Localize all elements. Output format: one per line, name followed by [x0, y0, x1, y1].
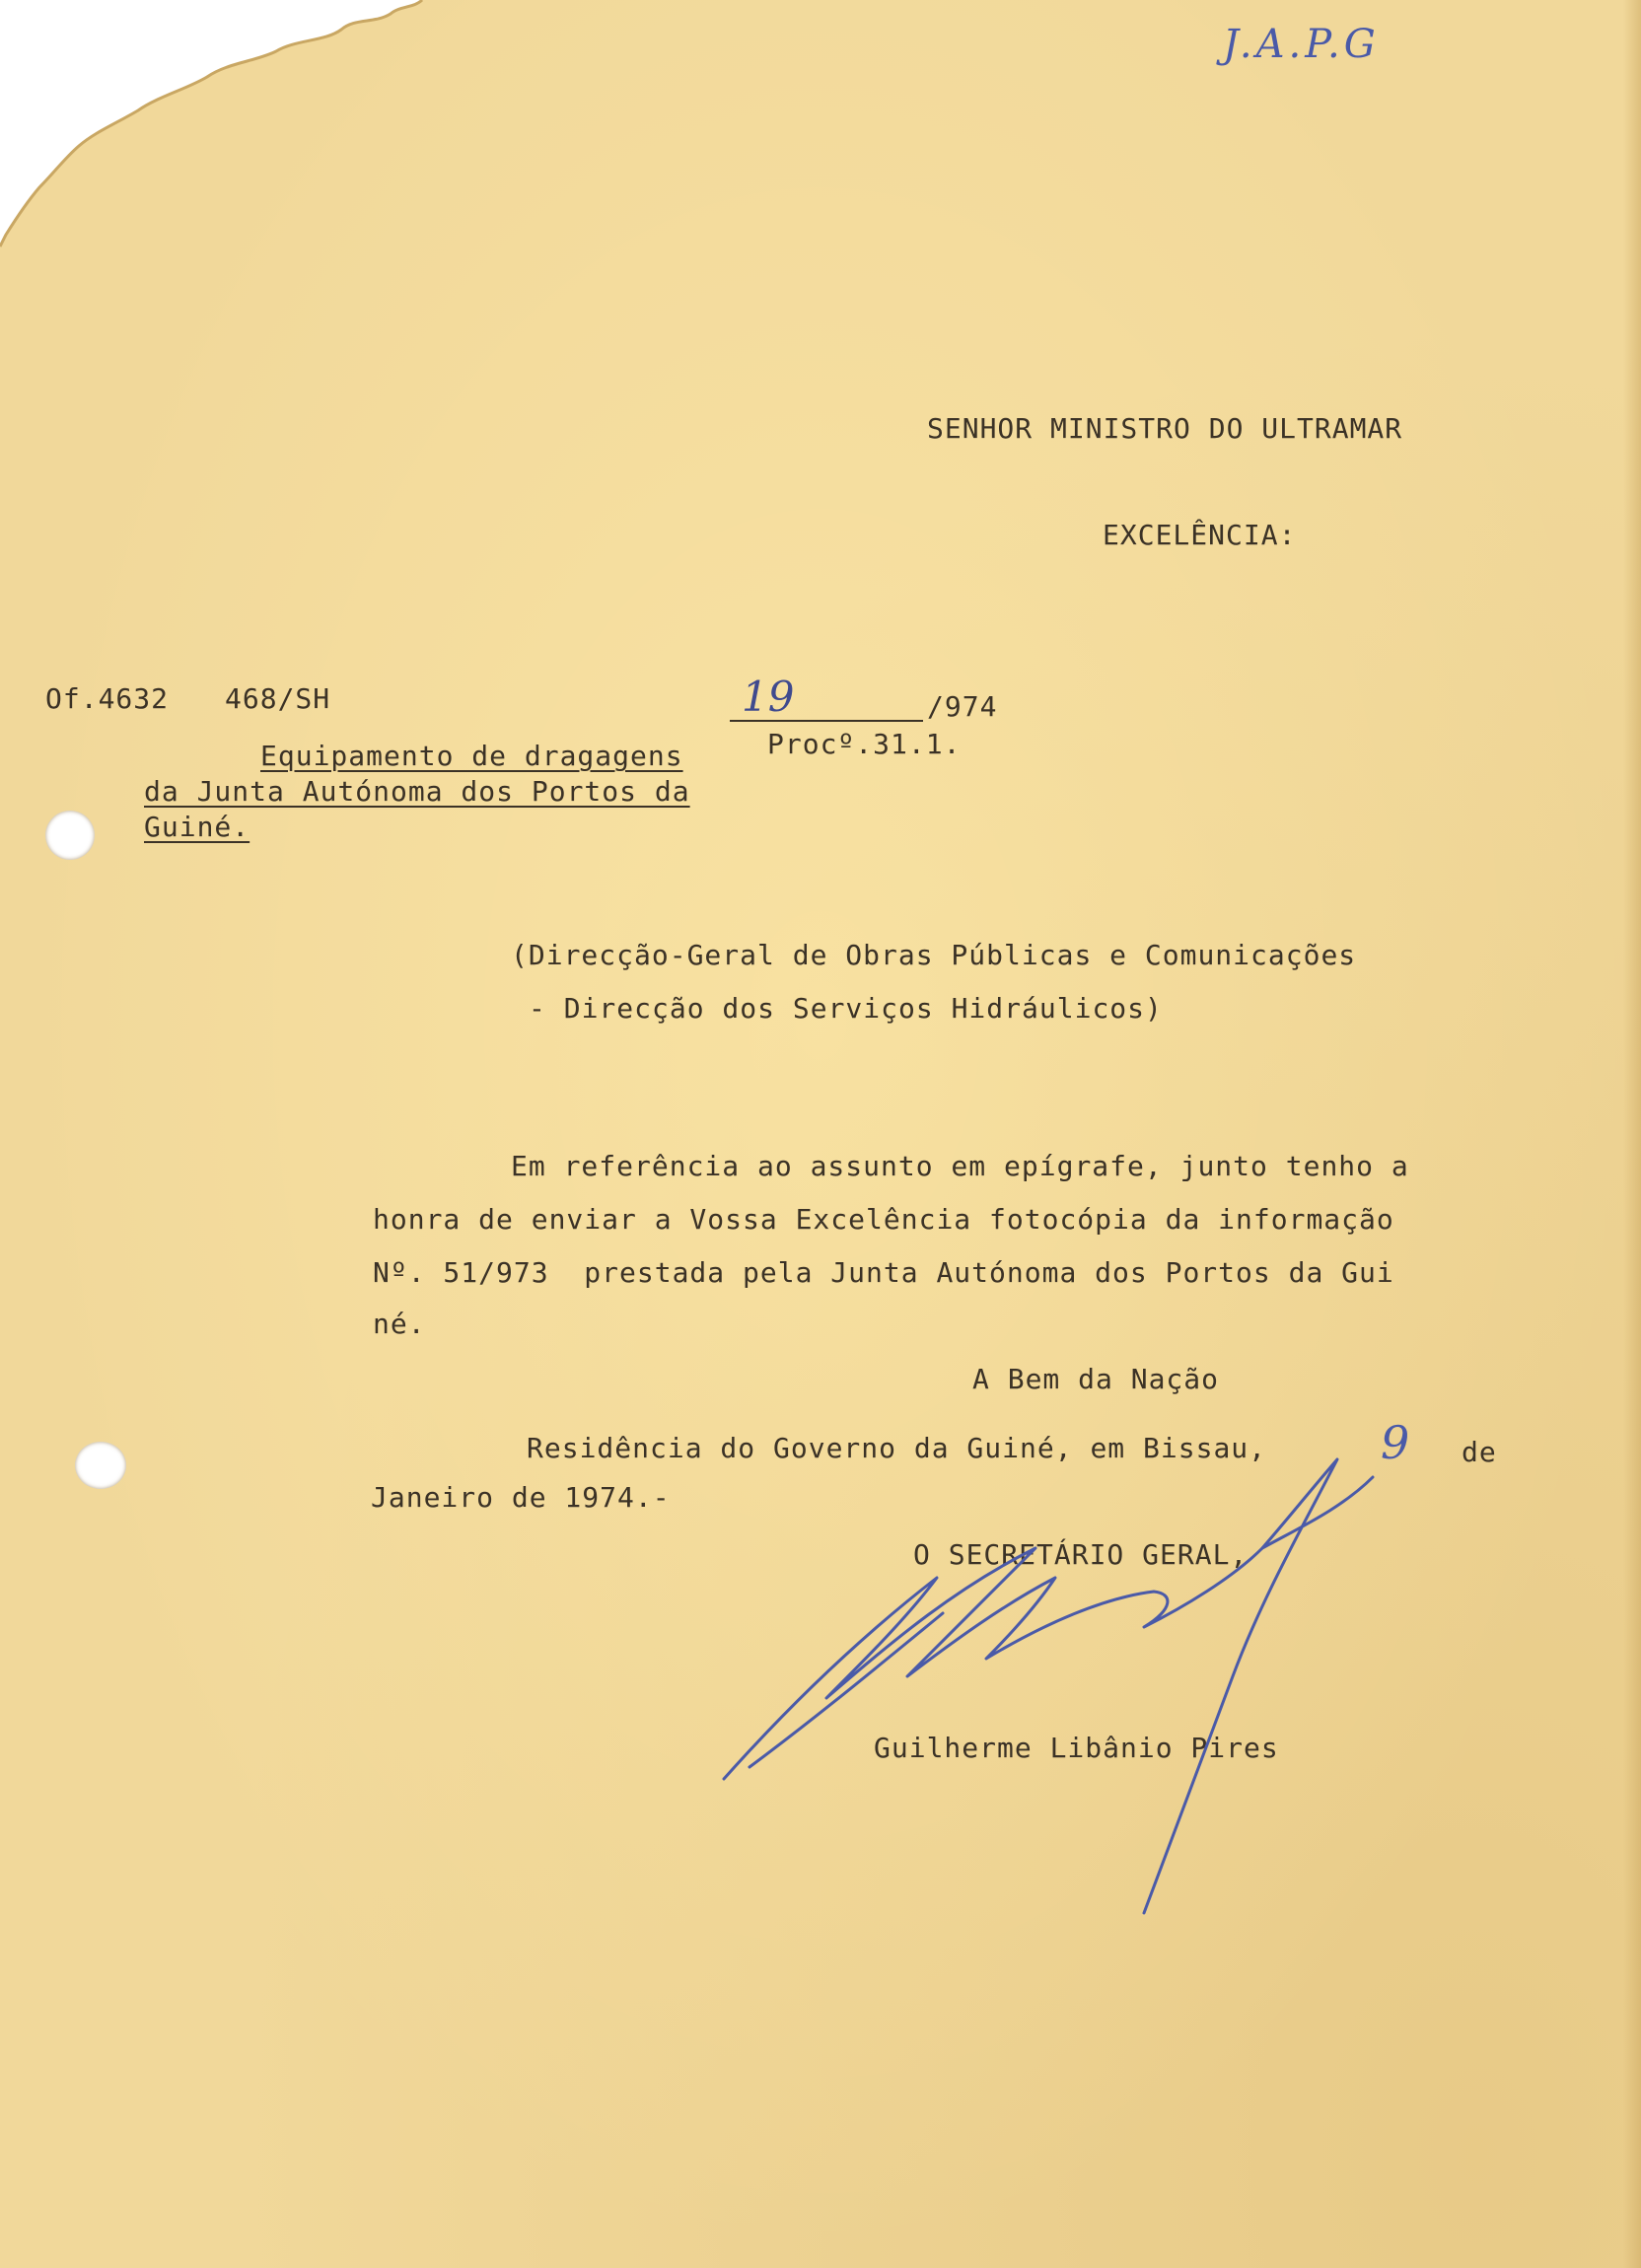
punch-hole-bottom [75, 1442, 126, 1489]
subject-line-3: Guiné. [144, 811, 250, 843]
handwritten-initials: J.A.P.G [1223, 22, 1380, 67]
subject-line-2: da Junta Autónoma dos Portos da [144, 775, 690, 808]
addressee: SENHOR MINISTRO DO ULTRAMAR [927, 412, 1403, 445]
handwritten-date-day: 9 [1381, 1416, 1410, 1469]
place-date-line-1: Residência do Governo da Guiné, em Bissau, [527, 1432, 1267, 1464]
place-date-line-2: Janeiro de 1974.- [371, 1481, 671, 1514]
signatory-title: O SECRETÁRIO GERAL, [913, 1538, 1249, 1571]
body-line-1: Em referência ao assunto em epígrafe, junto tenho a [511, 1150, 1409, 1182]
date-line [730, 673, 923, 722]
torn-corner [0, 0, 434, 266]
reference-number: Of.4632 [45, 682, 170, 715]
salutation: EXCELÊNCIA: [1103, 519, 1297, 551]
body-line-3: Nº. 51/973 prestada pela Junta Autónoma dos Portos da Gui [373, 1256, 1394, 1289]
process-number: Procº.31.1. [767, 728, 962, 760]
reference-code: 468/SH [225, 682, 331, 715]
closing-formula: A Bem da Nação [972, 1363, 1220, 1395]
date-year: /974 [927, 690, 998, 723]
department-line-1: (Direcção-Geral de Obras Públicas e Comunicações [511, 939, 1357, 971]
body-line-4: né. [373, 1308, 426, 1340]
page-edge-shadow [1623, 0, 1641, 2268]
body-line-2: honra de enviar a Vossa Excelência fotocópia da informação [373, 1203, 1394, 1236]
handwritten-signature [710, 1381, 1420, 1933]
place-date-de: de [1462, 1436, 1497, 1468]
subject-line-1: Equipamento de dragagens [260, 740, 683, 772]
punch-hole-top [45, 811, 95, 860]
handwritten-day: 19 [742, 673, 795, 721]
signatory-name: Guilherme Libânio Pires [874, 1732, 1279, 1764]
department-line-2: - Direcção dos Serviços Hidráulicos) [529, 992, 1163, 1025]
